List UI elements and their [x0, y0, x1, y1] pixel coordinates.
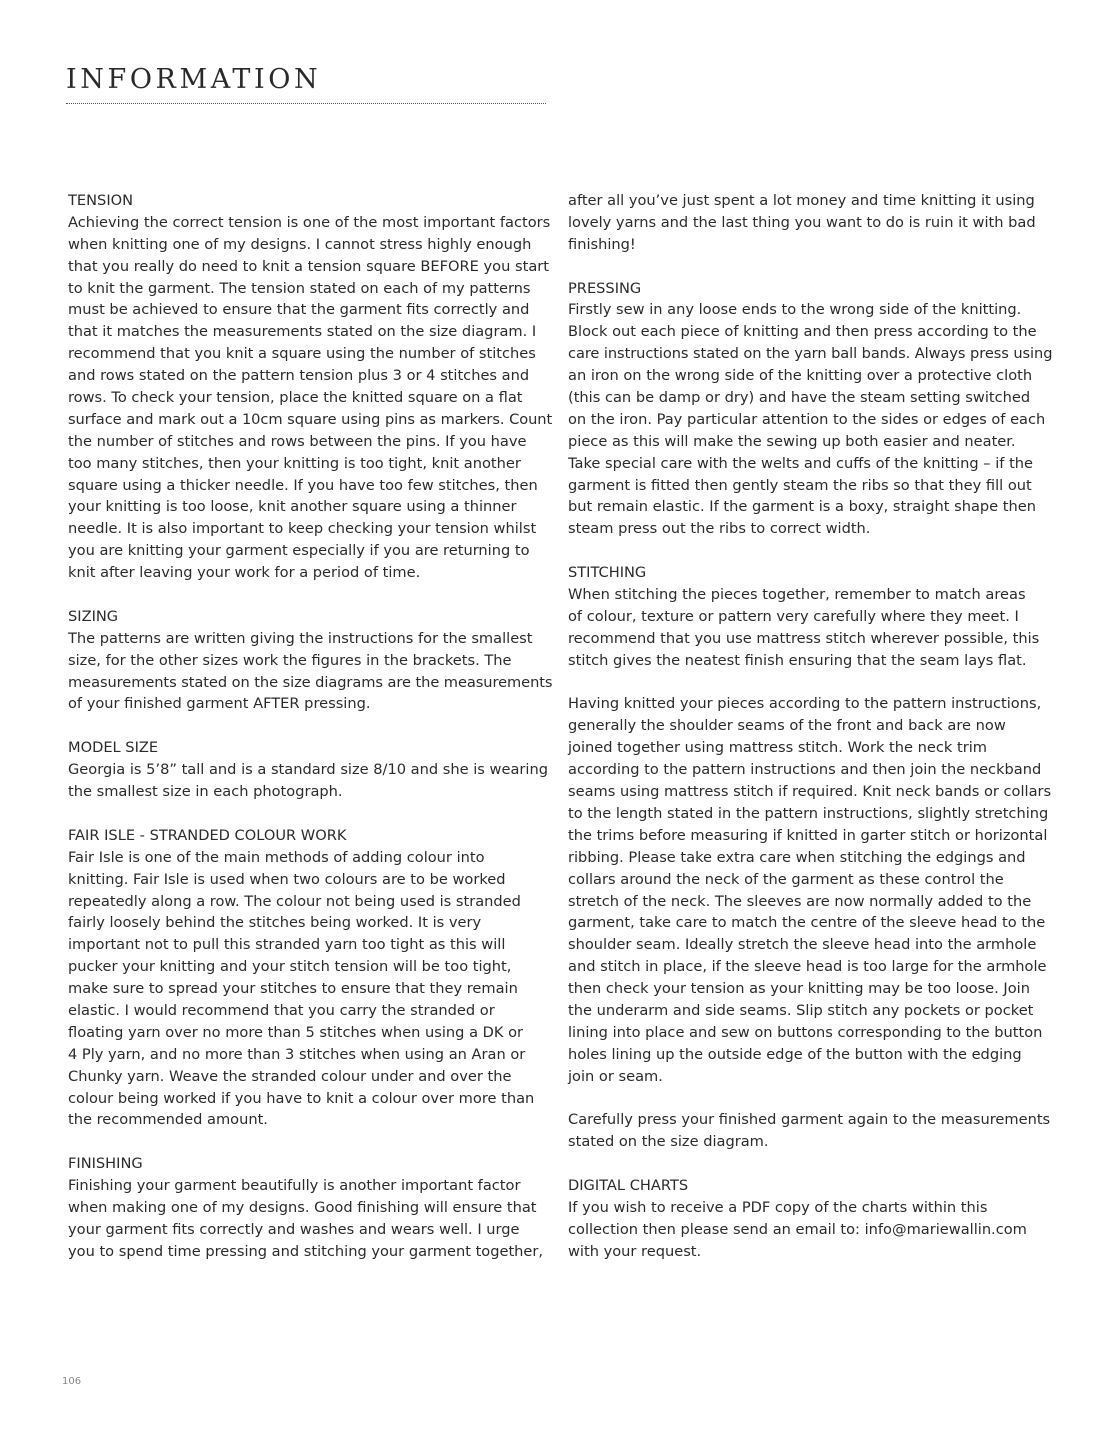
text-line: recommend that you knit a square using the number of stitches	[68, 345, 536, 363]
text-line: generally the shoulder seams of the front and back are now	[568, 717, 1006, 735]
text-line: to the length stated in the pattern instructions, slightly stretching	[568, 804, 1049, 822]
text-line: then check your tension as your knitting may be too loose. Join	[568, 980, 1030, 998]
text-line: Chunky yarn. Weave the stranded colour under and over the	[68, 1067, 512, 1085]
text-line: Georgia is 5’8” tall and is a standard size 8/10 and she is wearing	[68, 761, 548, 779]
text-line: collection then please send an email to: info@mariewallin.com	[568, 1220, 1027, 1238]
text-line: Having knitted your pieces according to the pattern instructions,	[568, 695, 1042, 713]
text-line: repeatedly along a row. The colour not being used is stranded	[68, 892, 521, 910]
text-line: the smallest size in each photograph.	[68, 783, 343, 801]
text-line: make sure to spread your stitches to ensure that they remain	[68, 980, 518, 998]
text-line: rows. To check your tension, place the knitted square on a flat	[68, 389, 523, 407]
title-divider	[66, 103, 546, 104]
text-line: important not to pull this stranded yarn too tight as this will	[68, 936, 506, 954]
section	[68, 825, 552, 1131]
text-line: Achieving the correct tension is one of the most important factors	[68, 213, 551, 231]
text-line: Finishing your garment beautifully is another important factor	[68, 1177, 521, 1195]
paragraph	[568, 584, 1052, 672]
section-heading: FAIR ISLE - STRANDED COLOUR WORK	[68, 826, 347, 844]
text-line: recommend that you use mattress stitch wherever possible, this	[568, 629, 1040, 647]
text-line: you are knitting your garment especially if you are returning to	[68, 542, 530, 560]
text-line: ribbing. Please take extra care when stitching the edgings and	[568, 848, 1026, 866]
text-line: the recommended amount.	[68, 1111, 268, 1129]
section	[568, 190, 1052, 256]
paragraph	[568, 190, 1052, 256]
paragraph	[68, 1175, 552, 1263]
text-line: measurements stated on the size diagrams are the measurements	[68, 673, 553, 691]
text-line: steam press out the ribs to correct width.	[568, 520, 871, 538]
text-line: floating yarn over no more than 5 stitches when using a DK or	[68, 1023, 524, 1041]
section-spacer	[568, 1153, 1052, 1175]
section-spacer	[68, 584, 552, 606]
text-line: When stitching the pieces together, remember to match areas	[568, 586, 1026, 604]
text-line: surface and mark out a 10cm square using pins as markers. Count	[68, 410, 553, 428]
text-line: to knit the garment. The tension stated on each of my patterns	[68, 279, 531, 297]
text-line: an iron on the wrong side of the knitting over a protective cloth	[568, 367, 1033, 385]
section-heading: FINISHING	[68, 1155, 143, 1173]
text-line: knitting. Fair Isle is used when two colours are to be worked	[68, 870, 506, 888]
text-line: stretch of the neck. The sleeves are now normally added to the	[568, 892, 1032, 910]
text-line: that it matches the measurements stated on the size diagram. I	[68, 323, 537, 341]
text-line: the number of stitches and rows between the pins. If you have	[68, 432, 527, 450]
paragraph	[568, 1109, 1052, 1153]
text-line: holes lining up the outside edge of the button with the edging	[568, 1045, 1022, 1063]
text-line: Carefully press your finished garment again to the measurements	[568, 1111, 1051, 1129]
text-line: If you wish to receive a PDF copy of the charts within this	[568, 1198, 988, 1216]
text-line: your knitting is too loose, knit another square using a thinner	[68, 498, 517, 516]
paragraph	[68, 212, 552, 584]
text-line: fairly loosely behind the stitches being worked. It is very	[68, 914, 482, 932]
text-line: joined together using mattress stitch. Work the neck trim	[568, 739, 987, 757]
text-line: when making one of my designs. Good finishing will ensure that	[68, 1198, 537, 1216]
text-line: knit after leaving your work for a period of time.	[68, 564, 421, 582]
section-spacer	[68, 803, 552, 825]
section	[68, 606, 552, 715]
section-heading: DIGITAL CHARTS	[568, 1177, 689, 1195]
text-line: garment, take care to match the centre of the sleeve head to the	[568, 914, 1046, 932]
text-line: when knitting one of my designs. I cannot stress highly enough	[68, 235, 532, 253]
text-line: finishing!	[568, 235, 636, 253]
text-line: lovely yarns and the last thing you want to do is ruin it with bad	[568, 213, 1036, 231]
text-line: needle. It is also important to keep checking your tension whilst	[68, 520, 537, 538]
section-heading: SIZING	[68, 607, 119, 625]
section-spacer	[68, 1131, 552, 1153]
text-line: (this can be damp or dry) and have the steam setting switched	[568, 389, 1031, 407]
section-spacer	[68, 715, 552, 737]
text-line: on the iron. Pay particular attention to the sides or edges of each	[568, 410, 1046, 428]
text-line: The patterns are written giving the instructions for the smallest	[68, 629, 533, 647]
text-line: of colour, texture or pattern very carefully where they meet. I	[568, 607, 1019, 625]
text-line: garment is fitted then gently steam the ribs so that they fill out	[568, 476, 1032, 494]
text-line: care instructions stated on the yarn ball bands. Always press using	[568, 345, 1053, 363]
text-line: Block out each piece of knitting and then press according to the	[568, 323, 1037, 341]
left-column	[68, 190, 552, 1263]
text-line: the underarm and side seams. Slip stitch any pockets or pocket	[568, 1001, 1034, 1019]
paragraph	[68, 628, 552, 716]
text-line: that you really do need to knit a tension square BEFORE you start	[68, 257, 549, 275]
text-line: elastic. I would recommend that you carry the stranded or	[68, 1001, 495, 1019]
text-line: must be achieved to ensure that the garment fits correctly and	[68, 301, 530, 319]
right-column	[568, 190, 1052, 1263]
text-line: stated on the size diagram.	[568, 1133, 769, 1151]
text-line: piece as this will make the sewing up both easier and neater.	[568, 432, 1016, 450]
text-line: colour being worked if you have to knit a colour over more than	[68, 1089, 535, 1107]
section	[568, 278, 1052, 541]
text-line: according to the pattern instructions and then join the neckband	[568, 761, 1042, 779]
paragraph-spacer	[568, 672, 1052, 694]
paragraph	[68, 847, 552, 1132]
paragraph-spacer	[568, 1088, 1052, 1110]
text-line: Fair Isle is one of the main methods of adding colour into	[68, 848, 485, 866]
section	[68, 737, 552, 803]
text-line: of your finished garment AFTER pressing.	[68, 695, 371, 713]
paragraph	[68, 759, 552, 803]
text-line: stitch gives the neatest finish ensuring that the seam lays flat.	[568, 651, 1027, 669]
section-heading: TENSION	[68, 192, 134, 209]
text-line: collars around the neck of the garment as these control the	[568, 870, 1004, 888]
paragraph	[568, 1197, 1052, 1263]
text-line: but remain elastic. If the garment is a boxy, straight shape then	[568, 498, 1036, 516]
text-line: seams using mattress stitch if required. Knit neck bands or collars	[568, 783, 1052, 801]
page-number: 106	[62, 1376, 82, 1387]
section-spacer	[568, 540, 1052, 562]
section	[568, 562, 1052, 1153]
text-line: lining into place and sew on buttons corresponding to the button	[568, 1023, 1043, 1041]
section	[68, 190, 552, 584]
section	[568, 1175, 1052, 1263]
text-line: Firstly sew in any loose ends to the wrong side of the knitting.	[568, 301, 1022, 319]
text-line: too many stitches, then your knitting is too tight, knit another	[68, 454, 521, 472]
text-line: and rows stated on the pattern tension plus 3 or 4 stitches and	[68, 367, 530, 385]
text-line: shoulder seam. Ideally stretch the sleeve head into the armhole	[568, 936, 1037, 954]
text-line: and stitch in place, if the sleeve head is too large for the armhole	[568, 958, 1047, 976]
text-line: with your request.	[568, 1242, 702, 1260]
text-line: the trims before measuring if knitted in garter stitch or horizontal	[568, 826, 1048, 844]
section-heading: STITCHING	[568, 564, 647, 582]
text-line: pucker your knitting and your stitch tension will be too tight,	[68, 958, 512, 976]
text-line: your garment fits correctly and washes and wears well. I urge	[68, 1220, 520, 1238]
section	[68, 1153, 552, 1262]
text-line: join or seam.	[568, 1067, 663, 1085]
paragraph	[568, 299, 1052, 540]
text-line: size, for the other sizes work the figures in the brackets. The	[68, 651, 512, 669]
section-heading: MODEL SIZE	[68, 739, 159, 757]
page-title: INFORMATION	[66, 64, 322, 95]
section-heading: PRESSING	[568, 279, 642, 297]
text-line: after all you’ve just spent a lot money and time knitting it using	[568, 192, 1035, 209]
text-line: 4 Ply yarn, and no more than 3 stitches when using an Aran or	[68, 1045, 526, 1063]
text-line: Take special care with the welts and cuffs of the knitting – if the	[568, 454, 1034, 472]
text-line: you to spend time pressing and stitching your garment together,	[68, 1242, 544, 1260]
section-spacer	[568, 256, 1052, 278]
paragraph	[568, 693, 1052, 1087]
text-line: square using a thicker needle. If you have too few stitches, then	[68, 476, 538, 494]
